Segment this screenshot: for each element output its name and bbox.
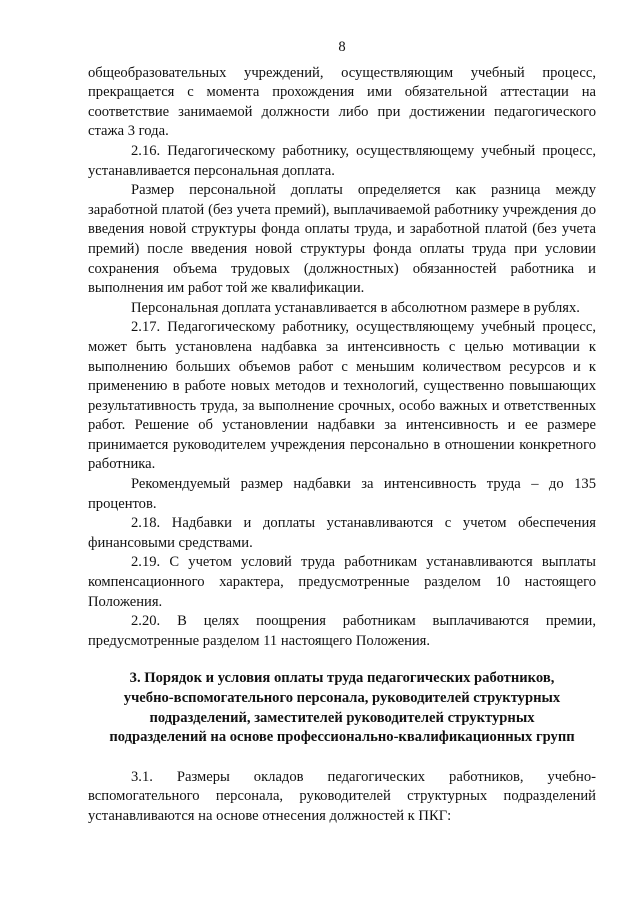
- paragraph-2-16: 2.16. Педагогическому работнику, осуществляющему учебный процесс, устанавливается персональная доплата.: [88, 142, 596, 179]
- paragraph-2-19: 2.19. С учетом условий труда работникам устанавливаются выплаты компенсационного характера, предусмотренные разделом 10 настоящего Положения.: [88, 554, 596, 610]
- page-number: 8: [338, 39, 346, 55]
- document-page: [88, 38, 596, 827]
- section-heading-line: 3. Порядок и условия оплаты труда педагогических работников,: [129, 670, 555, 687]
- paragraph-3-1: 3.1. Размеры окладов педагогических работников, учебно-вспомогательного персонала, руководителей структурных подразделений устанавливаются на основе отнесения должностей к ПКГ:: [88, 768, 596, 824]
- section-3-heading: [88, 669, 596, 747]
- paragraph-continuation: общеобразовательных учреждений, осуществляющим учебный процесс, прекращается с момента прохождения ими обязательной аттестации на соответствие занимаемой должности либо при достижении педагогического стажа 3 года.: [88, 64, 596, 140]
- paragraph-personal-allowance-size: Размер персональной доплаты определяется как разница между заработной платой (без учета премий), выплачиваемой работнику учреждения до введения новой структуры фонда оплаты труда, и заработной платой (без учета премий) после введения новой структуры фонда оплаты труда при условии сохранения объема трудовых (должностных) обязанностей работника и выполнения им работ той же квалификации.: [88, 182, 596, 297]
- section-heading-line: подразделений на основе профессионально-квалификационных групп: [109, 729, 575, 746]
- section-heading-line: подразделений, заместителей руководителей структурных: [149, 709, 535, 726]
- paragraph-recommended-intensity: Рекомендуемый размер надбавки за интенсивность труда – до 135 процентов.: [88, 476, 596, 512]
- paragraph-2-20: 2.20. В целях поощрения работникам выплачиваются премии, предусмотренные разделом 11 настоящего Положения.: [88, 613, 596, 649]
- paragraph-personal-allowance-rubles: Персональная доплата устанавливается в абсолютном размере в рублях.: [131, 299, 580, 316]
- paragraph-2-17: 2.17. Педагогическому работнику, осуществляющему учебный процесс, может быть установлена надбавка за интенсивность с целью мотивации к выполнению больших объемов работ с меньшим количеством ресурсов и к применению в работе новых методов и технологий, существенно повышающих результативность труда, за выполнение срочных, особо важных и ответственных работ. Решение об установлении надбавки за интенсивность и ее размере принимается руководителем учреждения персонально в отношении конкретного работника.: [88, 319, 596, 473]
- paragraph-2-18: 2.18. Надбавки и доплаты устанавливаются с учетом обеспечения финансовыми средствами.: [88, 515, 596, 551]
- section-heading-line: учебно-вспомогательного персонала, руководителей структурных: [123, 690, 561, 706]
- spacer: [88, 748, 596, 768]
